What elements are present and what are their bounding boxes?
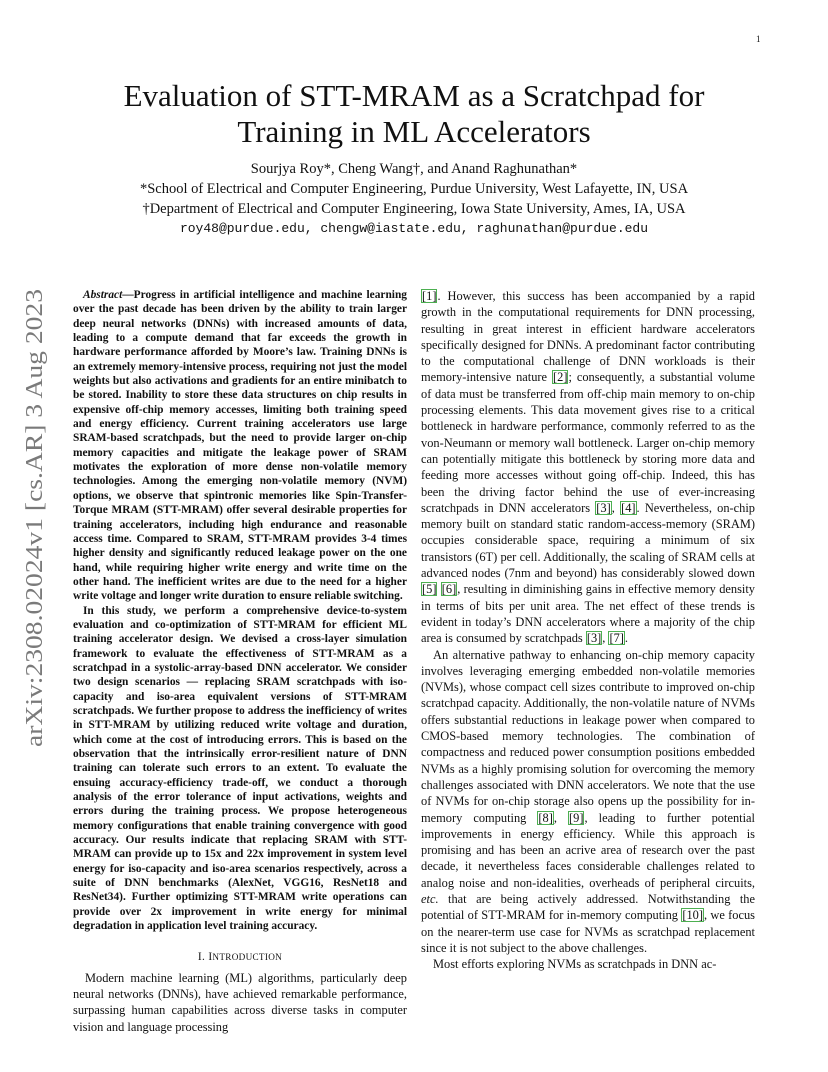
intro-text-2d: , we focus on the nearer-term use case for NVMs as scratchpad replacement since it is not subject to the above challenges. bbox=[421, 908, 755, 955]
affiliation-purdue: *School of Electrical and Computer Engineering, Purdue University, West Lafayette, IN, USA bbox=[139, 181, 689, 197]
intro-paragraph-3: Most efforts exploring NVMs as scratchpads in DNN ac- bbox=[433, 957, 717, 972]
right-column bbox=[421, 288, 755, 972]
left-column bbox=[73, 288, 407, 1035]
citation-4[interactable]: [4] bbox=[621, 500, 636, 515]
author-names: Sourjya Roy*, Cheng Wang†, and Anand Raghunathan* bbox=[250, 161, 578, 177]
paper-title bbox=[60, 78, 768, 150]
abstract-text-1: —Progress in artificial intelligence and machine learning over the past decade has been driven by the ability to train larger deep neural networks (DNNs) with increased amounts of data, leading to a compute demand that far exceeds the growth in hardware performance afforded by Moore’s law. Training DNNs is an extremely memory-intensive process, requiring not just the model weights but also activations and gradients for an entire minibatch to be stored. Inability to store these data structures on chip results in expensive off-chip memory accesses, limiting both training speed and energy efficiency. Current training accelerators use large SRAM-based scratchpads, but the need to provide larger on-chip memory capacities and mitigate the leakage power of SRAM motivates the exploration of more dense non-volatile memory technologies. Among the emerging non-volatile memory (NVM) options, we observe that spintronic memories like Spin-Transfer-Torque MRAM (STT-MRAM) offer several desirable properties for training accelerators, including high endurance and reasonable access time. Compared to SRAM, STT-MRAM provides 3-4 times higher density and significantly reduced leakage power on the one hand, while requiring higher write energy and write time on the other hand. The inefficient writes are due to the need for a higher write voltage and longer write duration to ensure reliable switching. bbox=[73, 289, 407, 603]
intro-paragraph-1-cont bbox=[421, 288, 755, 647]
abstract-paragraph-1 bbox=[73, 288, 407, 604]
citation-6[interactable]: [6] bbox=[441, 582, 457, 597]
title-line-2: Training in ML Accelerators bbox=[237, 114, 591, 149]
citation-8[interactable]: [8] bbox=[538, 810, 553, 825]
citation-7[interactable]: [7] bbox=[609, 631, 624, 646]
intro-paragraph-1-start: Modern machine learning (ML) algorithms, particularly deep neural networks (DNNs), have achieved remarkable performance, surpassing human capabilities across diverse tasks in computer vision and language processing bbox=[73, 970, 407, 1034]
etc-italic: etc. bbox=[421, 891, 439, 906]
author-emails: roy48@purdue.edu, chengw@iastate.edu, raghunathan@purdue.edu bbox=[179, 221, 649, 236]
section-title-rest: NTRODUCTION bbox=[212, 952, 283, 963]
intro-text-2: An alternative pathway to enhancing on-chip memory capacity involves leveraging emerging embedded non-volatile memories (NVMs), whose compact cell sizes contribute to improved on-chip scratchpad capacity. Additionally, the non-volatile nature of NVMs offers substantial reductions in leakage power when compared to CMOS-based memory technologies. The combination of compactness and reduced power consumption positions embedded NVMs as a highly promising solution for overcoming the memory challenges associated with DNN accelerators. We note that the use of NVMs for on-chip storage also opens up the possibility for in-memory computing bbox=[421, 647, 755, 825]
section-numeral: I. bbox=[197, 951, 206, 964]
arxiv-stamp bbox=[20, 287, 48, 749]
affiliation-iowa-state: †Department of Electrical and Computer Engineering, Iowa State University, Ames, IA, USA bbox=[142, 201, 686, 217]
citation-3[interactable]: [3] bbox=[596, 500, 611, 515]
intro-text-1b: . However, this success has been accompanied by a rapid growth in the computational requirements for DNN processing, resulting in great interest in efficient hardware accelerators specifically designed for DNNs. A predominant factor contributing to the computational challenge of DNN workloads is their memory-intensive nature bbox=[421, 289, 755, 385]
citation-1[interactable]: [1] bbox=[422, 289, 437, 303]
arxiv-stamp-text: arXiv:2308.02024v1 [cs.AR] 3 Aug 2023 bbox=[22, 348, 48, 747]
intro-text-1e: , resulting in diminishing gains in effective memory density in terms of bits per unit area. The net effect of these trends is evident in today’s DNN accelerators where a majority of the chip area is consumed by scratchpads bbox=[421, 582, 755, 646]
section-first-letter: I bbox=[208, 951, 213, 964]
intro-text-1f: . bbox=[624, 631, 629, 646]
citation-9[interactable]: [9] bbox=[569, 810, 584, 825]
intro-text-1d: . Nevertheless, on-chip memory built on standard static random-access-memory (SRAM) occupies considerable space, requiring a minimum of six transistors (6T) per cell. Additionally, the scaling of SRAM cells at advanced nodes (7nm and beyond) has considerably slowed down bbox=[421, 500, 756, 581]
citation-10[interactable]: [10] bbox=[682, 908, 703, 923]
citation-separator: , bbox=[553, 810, 569, 825]
abstract bbox=[73, 288, 407, 933]
citation-separator: , bbox=[611, 500, 621, 515]
author-block bbox=[60, 159, 768, 239]
citation-5[interactable]: [5] bbox=[422, 582, 437, 597]
page-number: 1 bbox=[756, 34, 761, 44]
citation-separator: , bbox=[602, 631, 609, 646]
section-heading-introduction bbox=[73, 949, 407, 965]
citation-3-repeat[interactable]: [3] bbox=[586, 631, 602, 646]
intro-text-2c: that are being actively addressed. Notwithstanding the potential of STT-MRAM for in-memory computing bbox=[421, 891, 755, 923]
intro-text-2b: , leading to further potential improvements in energy efficiency. While this approach is promising and has been an acrive area of research over the past decade, it nevertheless faces considerable challenges related to analog noise and non-idealities, overheads of peripheral circuits, bbox=[421, 810, 755, 890]
intro-paragraph-2 bbox=[421, 647, 755, 957]
intro-left bbox=[73, 970, 407, 1035]
intro-text-1c: ; consequently, a substantial volume of data must be transferred from off-chip main memory to on-chip processing elements. This data movement gives rise to a critical bottleneck in hardware performance, commonly referred to as the von-Neumann or memory wall bottleneck. Larger on-chip memory can potentially mitigate this bottleneck by storing more data and feeding more accesses without going off-chip. Indeed, this has been the driving factor behind the use of ever-increasing scratchpads in DNN accelerators bbox=[421, 370, 755, 515]
citation-2[interactable]: [2] bbox=[553, 370, 568, 385]
abstract-label: Abstract bbox=[83, 289, 123, 301]
abstract-paragraph-2: In this study, we perform a comprehensive device-to-system evaluation and co-optimization of STT-MRAM for efficient ML training accelerator design. We devised a cross-layer simulation framework to evaluate the effectiveness of STT-MRAM as a scratchpad in a systolic-array-based DNN accelerator. We consider two design scenarios — replacing SRAM scratchpads with iso-capacity and iso-area equivalent versions of STT-MRAM scratchpads. We further propose to address the inefficiency of writes in STT-MRAM by utilizing reduced write voltage and duration, which come at the cost of introducing errors. This is based on the observation that the intrinsically error-resilient nature of DNN training can tolerate such errors to an extent. To evaluate the ensuing accuracy-efficiency trade-off, we conduct a thorough analysis of the error tolerance of input activations, weights and errors during the training process. We propose heterogeneous memory configurations that enable training convergence with good accuracy. Our results indicate that replacing SRAM with STT-MRAM can provide up to 15x and 22x improvement in system level energy for iso-capacity and iso-area scenarios respectively, across a suite of DNN benchmarks (AlexNet, VGG16, ResNet18 and ResNet34). Further optimizing STT-MRAM write operations can provide over 2x improvement in write energy for minimal degradation in application level training accuracy. bbox=[73, 604, 407, 933]
title-line-1: Evaluation of STT-MRAM as a Scratchpad for bbox=[123, 78, 705, 113]
